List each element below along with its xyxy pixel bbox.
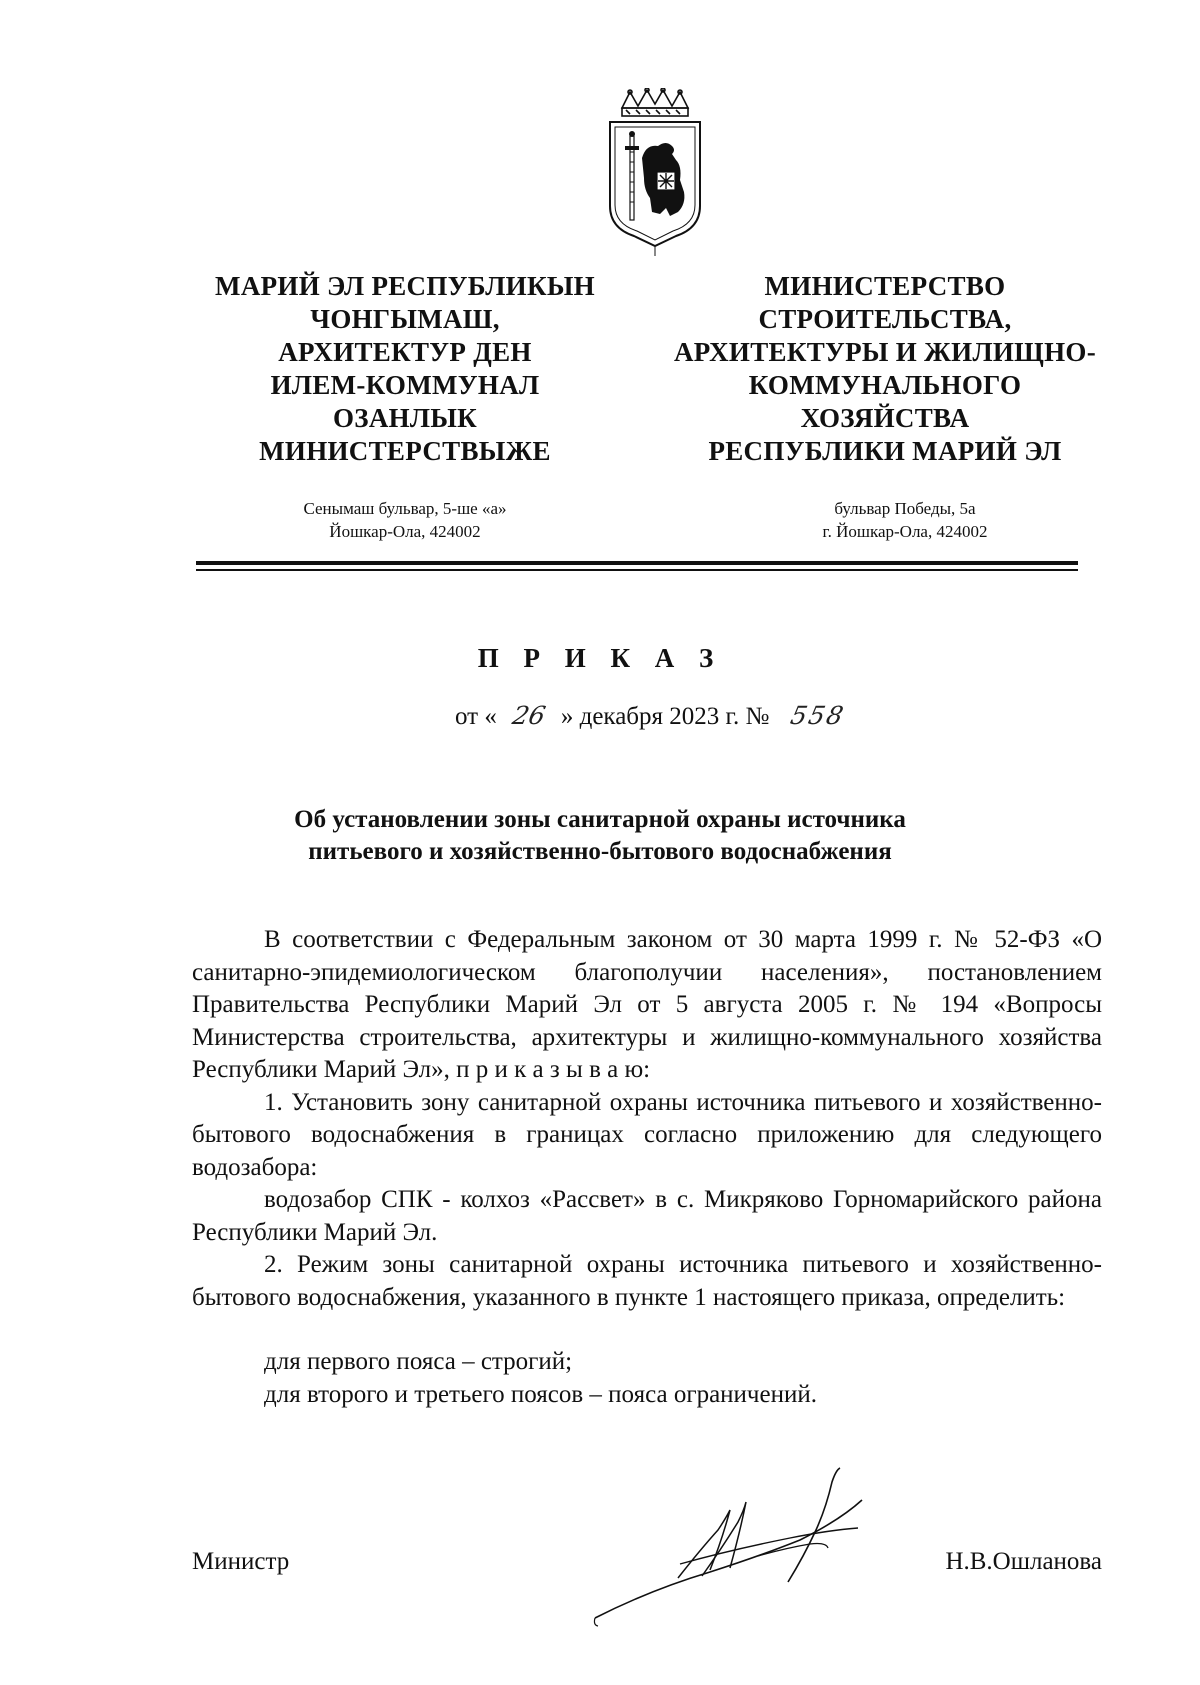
ministry-name-russian (665, 270, 1105, 468)
header-right-line: ХОЗЯЙСТВА (800, 403, 970, 433)
clause-2-paragraph: 2. Режим зоны санитарной охраны источника питьевого и хозяйственно-бытового водоснабжения, указанного в пункте 1 настоящего приказа, определить: (192, 1251, 1102, 1311)
header-right-line: КОММУНАЛЬНОГО (748, 370, 1022, 400)
signatory-name: Н.В.Ошланова (945, 1548, 1102, 1575)
address-line: г. Йошкар-Ола, 424002 (822, 522, 988, 541)
header-right-line: МИНИСТЕРСТВО (764, 271, 1006, 301)
order-subject (0, 804, 1200, 868)
zone-second-third-belt: для второго и третьего поясов – пояса ограничений. (264, 1380, 817, 1408)
header-divider-thin (196, 569, 1078, 571)
address-line: бульвар Победы, 5а (834, 499, 976, 518)
preamble-paragraph: В соответствии с Федеральным законом от 30 марта 1999 г. № 52-ФЗ «О санитарно-эпидемиологическом благополучии населения», постановлением Правительства Республики Марий Эл от 5 августа 2005 г. № 194 «Вопросы Министерства строительства, архитектуры и жилищно-коммунального хозяйства Республики Марий Эл», п р и к а з ы в а ю: (192, 926, 1102, 1083)
header-right-line: АРХИТЕКТУРЫ И ЖИЛИЩНО- (673, 337, 1097, 367)
signatory-position: Министр (192, 1548, 290, 1575)
header-left-line: МИНИСТЕРСТВЫЖЕ (259, 436, 551, 466)
date-prefix: от « (455, 703, 497, 730)
handwritten-signature (590, 1460, 910, 1630)
address-line: Сенымаш бульвар, 5-ше «а» (303, 499, 507, 518)
header-right-line: СТРОИТЕЛЬСТВА, (758, 304, 1012, 334)
ministry-name-mari (195, 270, 615, 468)
handwritten-order-number: 558 (788, 701, 849, 730)
subject-line: Об установлении зоны санитарной охраны источника (294, 806, 906, 833)
date-middle: » декабря 2023 г. № (560, 703, 770, 730)
address-russian (765, 497, 1045, 543)
document-title: П Р И К А З (477, 643, 723, 673)
zone-first-belt: для первого пояса – строгий; (264, 1348, 573, 1375)
header-divider-thick (196, 561, 1078, 565)
header-left-line: АРХИТЕКТУР ДЕН (278, 337, 532, 367)
order-body (192, 924, 1102, 1411)
address-line: Йошкар-Ола, 424002 (329, 522, 481, 541)
header-left-line: МАРИЙ ЭЛ РЕСПУБЛИКЫН (215, 271, 595, 301)
date-number-line (455, 701, 849, 731)
subject-line: питьевого и хозяйственно-бытового водоснабжения (308, 838, 892, 865)
clause-1-paragraph: 1. Установить зону санитарной охраны источника питьевого и хозяйственно-бытового водоснабжения в границах согласно приложению для следующего водозабора: (192, 1088, 1102, 1181)
water-intake-paragraph: водозабор СПК - колхоз «Рассвет» в с. Микряково Горномарийского района Республики Марий Эл. (192, 1186, 1102, 1246)
address-mari (255, 497, 555, 543)
handwritten-day: 26 (509, 701, 548, 730)
header-right-line: РЕСПУБЛИКИ МАРИЙ ЭЛ (708, 436, 1062, 466)
header-left-line: ЧОНГЫМАШ, (310, 304, 500, 334)
header-left-line: ОЗАНЛЫК (332, 403, 478, 433)
header-left-line: ИЛЕМ-КОММУНАЛ (270, 370, 540, 400)
coat-of-arms-icon (600, 88, 710, 258)
